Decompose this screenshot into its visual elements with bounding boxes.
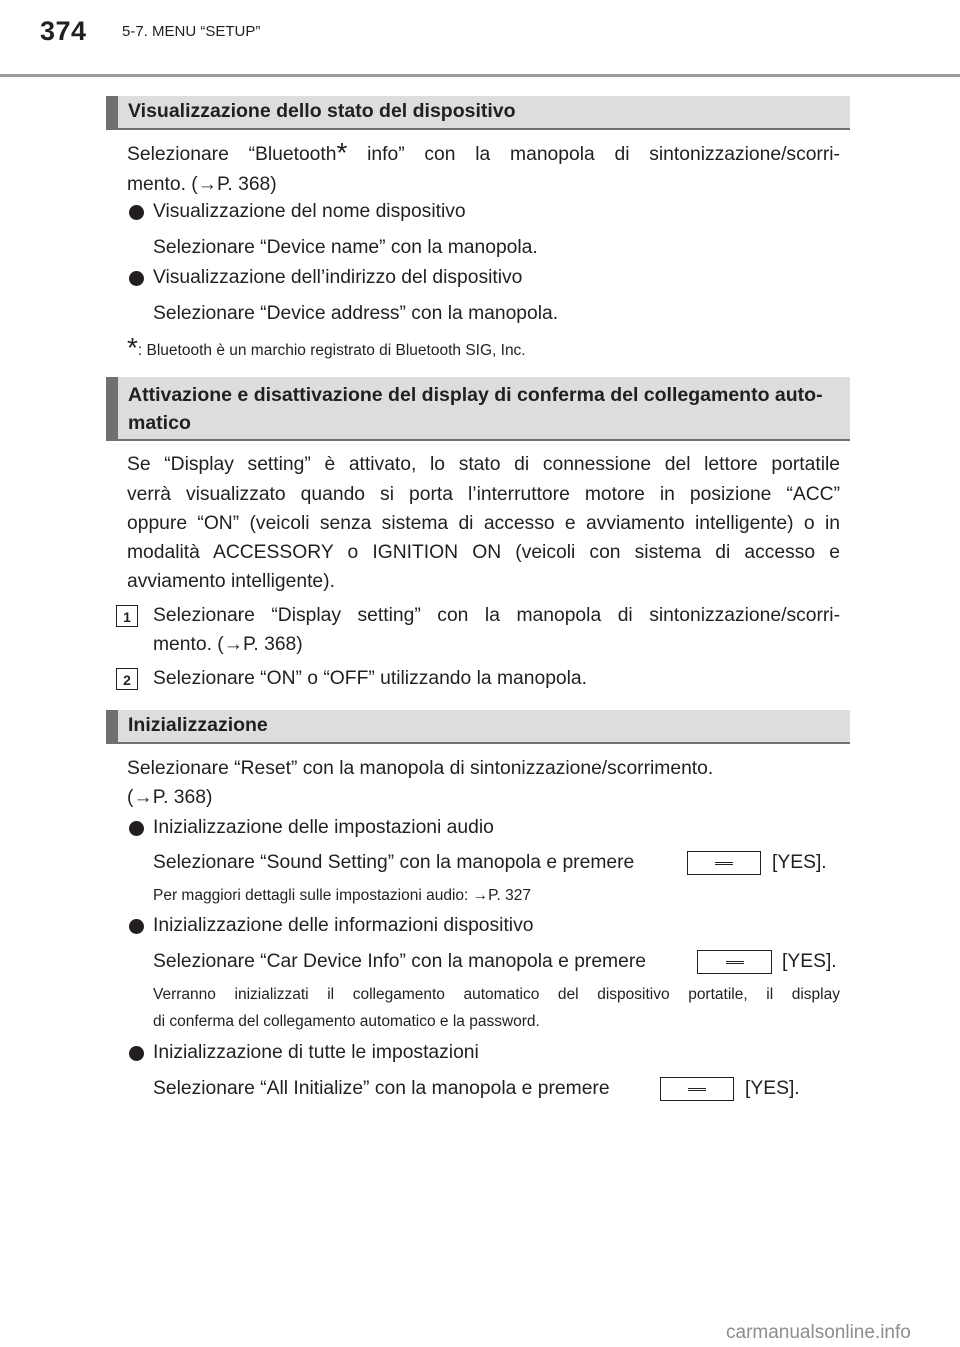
paragraph-line: Se “Display setting” è attivato, lo stato di connessione del lettore portatile	[127, 454, 840, 475]
bullet-item-title: Visualizzazione dell’indirizzo del dispositivo	[153, 267, 523, 288]
bullet-item-instruction: Selezionare “Device name” con la manopola.	[153, 237, 538, 258]
section-heading-initialization: Inizializzazione	[106, 710, 850, 744]
enter-button-icon	[697, 950, 772, 974]
bullet-icon	[129, 271, 144, 286]
asterisk-mark: *	[336, 137, 348, 168]
watermark: carmanualsonline.info	[726, 1322, 911, 1343]
section3-intro-line2: (→P. 368)	[127, 787, 213, 808]
step-text: mento. (→P. 368)	[153, 634, 303, 655]
footnote: *: Bluetooth è un marchio registrato di Bluetooth SIG, Inc.	[127, 332, 526, 363]
bullet-item-title: Inizializzazione di tutte le impostazioni	[153, 1042, 479, 1063]
paragraph-line: modalità ACCESSORY o IGNITION ON (veicoli con sistema di accesso e	[127, 542, 840, 563]
bullet-icon	[129, 919, 144, 934]
section-heading-auto-connection-display: Attivazione e disattivazione del display di conferma del collegamento auto- matico	[106, 377, 850, 441]
bullet-icon	[129, 1046, 144, 1061]
yes-label: [YES].	[745, 1078, 800, 1099]
section1-intro-line2: mento. (→P. 368)	[127, 174, 277, 195]
bullet-item-instruction: Selezionare “Car Device Info” con la manopola e premere	[153, 951, 646, 972]
step-number-1: 1	[116, 605, 138, 627]
bullet-item-title: Visualizzazione del nome dispositivo	[153, 201, 466, 222]
bullet-icon	[129, 205, 144, 220]
section-title: 5-7. MENU “SETUP”	[122, 23, 261, 40]
step-text: Selezionare “ON” o “OFF” utilizzando la manopola.	[153, 668, 588, 689]
bullet-icon	[129, 821, 144, 836]
header-divider	[0, 74, 960, 77]
paragraph-line: verrà visualizzato quando si porta l’interruttore motore in posizione “ACC”	[127, 484, 840, 505]
bullet-item-instruction: Selezionare “Device address” con la manopola.	[153, 303, 559, 324]
section-heading-device-status: Visualizzazione dello stato del dispositivo	[106, 96, 850, 130]
note-text: di conferma del collegamento automatico e la password.	[153, 1013, 540, 1030]
step-text: Selezionare “Display setting” con la manopola di sintonizzazione/scorri-	[153, 605, 840, 626]
enter-button-icon	[687, 851, 761, 875]
bullet-item-title: Inizializzazione delle impostazioni audio	[153, 817, 494, 838]
note-text: Verranno inizializzati il collegamento automatico del dispositivo portatile, il display	[153, 986, 840, 1003]
section3-intro-line1: Selezionare “Reset” con la manopola di sintonizzazione/scorrimento.	[127, 758, 714, 779]
section1-intro-line1: Selezionare “Bluetooth* info” con la manopola di sintonizzazione/scorri-	[127, 137, 840, 168]
yes-label: [YES].	[782, 951, 837, 972]
paragraph-line: oppure “ON” (veicoli senza sistema di accesso e avviamento intelligente) o in	[127, 513, 840, 534]
bullet-item-title: Inizializzazione delle informazioni dispositivo	[153, 915, 534, 936]
bullet-item-instruction: Selezionare “Sound Setting” con la manopola e premere	[153, 852, 635, 873]
page-number: 374	[40, 16, 87, 46]
note-text: Per maggiori dettagli sulle impostazioni audio: →P. 327	[153, 887, 531, 904]
step-number-2: 2	[116, 668, 138, 690]
bullet-item-instruction: Selezionare “All Initialize” con la manopola e premere	[153, 1078, 610, 1099]
paragraph-line: avviamento intelligente).	[127, 571, 335, 592]
enter-button-icon	[660, 1077, 734, 1101]
yes-label: [YES].	[772, 852, 827, 873]
